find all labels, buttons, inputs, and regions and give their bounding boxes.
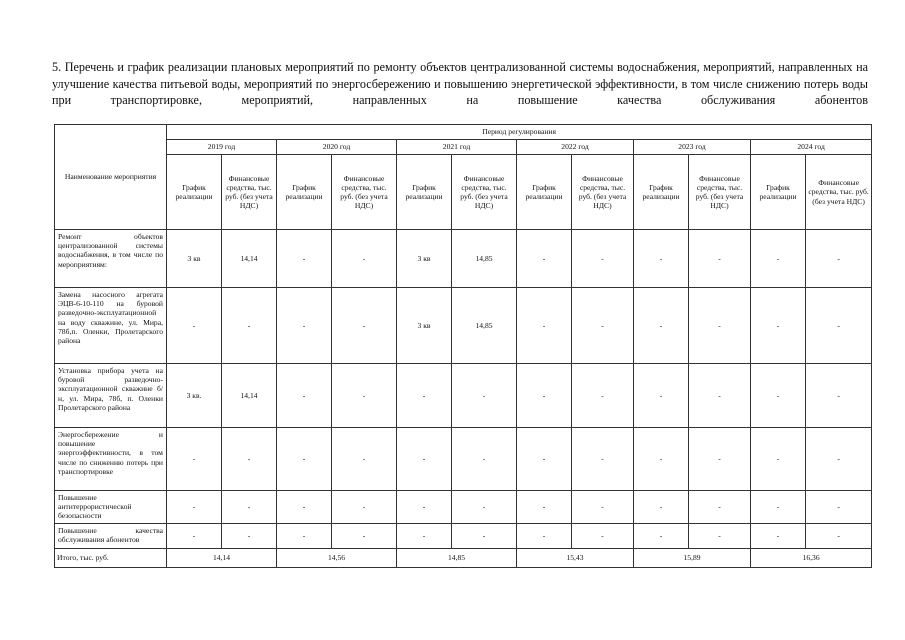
period-header-row — [55, 125, 872, 140]
funds-cell: - — [806, 491, 872, 524]
total-value: 14,85 — [397, 549, 517, 568]
activity-name-cell: Энергосбережение и повышение энергоэффективности, в том числе по снижению потерь при транспортировке — [55, 428, 167, 491]
funds-cell: - — [806, 230, 872, 288]
funds-cell: - — [806, 364, 872, 428]
schedule-cell: - — [634, 230, 689, 288]
activity-name-cell: Повышение антитеррористической безопасности — [55, 491, 167, 524]
schedule-cell: - — [634, 288, 689, 364]
schedule-cell: - — [277, 491, 332, 524]
funds-cell: - — [452, 364, 517, 428]
funds-cell: - — [332, 364, 397, 428]
schedule-cell: - — [634, 428, 689, 491]
funds-cell: - — [332, 230, 397, 288]
funds-cell: - — [572, 364, 634, 428]
schedule-subheader: График реализации — [397, 155, 452, 230]
total-value: 14,56 — [277, 549, 397, 568]
total-value: 14,14 — [167, 549, 277, 568]
funds-cell: - — [452, 524, 517, 549]
schedule-cell: - — [277, 230, 332, 288]
schedule-subheader: График реализации — [277, 155, 332, 230]
schedule-cell: 3 кв — [397, 288, 452, 364]
table-row — [55, 364, 872, 428]
funds-cell: - — [222, 288, 277, 364]
schedule-cell: - — [634, 364, 689, 428]
schedule-cell: - — [634, 491, 689, 524]
schedule-cell: - — [277, 524, 332, 549]
funds-subheader: Финансовые средства, тыс. руб. (без учета НДС) — [572, 155, 634, 230]
schedule-cell: - — [751, 364, 806, 428]
funds-subheader: Финансовые средства, тыс. руб. (без учета НДС) — [452, 155, 517, 230]
schedule-cell: 3 кв — [397, 230, 452, 288]
year-header: 2022 год — [517, 140, 634, 155]
schedule-cell: - — [751, 428, 806, 491]
total-label: Итого, тыс. руб. — [55, 549, 167, 568]
total-value: 16,36 — [751, 549, 872, 568]
funds-cell: - — [332, 524, 397, 549]
funds-subheader: Финансовые средства, тыс. руб. (без учета НДС) — [222, 155, 277, 230]
total-value: 15,89 — [634, 549, 751, 568]
funds-cell: - — [689, 428, 751, 491]
funds-cell: - — [572, 428, 634, 491]
schedule-cell: - — [167, 491, 222, 524]
section-heading: 5. Перечень и график реализации плановых мероприятий по ремонту объектов централизованной системы водоснабжения, мероприятий, направленных на улучшение качества питьевой воды, мероприятий по энергосбережению и повышению энергетической эффективности, в том числе снижению потерь воды при транспортировке, мероприятий, направленных на повышение качества обслуживания абонентов — [52, 60, 868, 107]
funds-cell: - — [689, 524, 751, 549]
period-header: Период регулирования — [167, 125, 872, 140]
schedule-subheader: График реализации — [634, 155, 689, 230]
funds-cell: - — [572, 288, 634, 364]
funds-cell: - — [806, 428, 872, 491]
name-column-header: Наименование мероприятия — [55, 125, 167, 230]
schedule-cell: - — [397, 491, 452, 524]
schedule-cell: - — [517, 364, 572, 428]
schedule-cell: - — [751, 230, 806, 288]
schedule-cell: - — [517, 491, 572, 524]
table-row — [55, 524, 872, 549]
total-value: 15,43 — [517, 549, 634, 568]
schedule-table — [54, 124, 872, 568]
schedule-cell: - — [751, 491, 806, 524]
schedule-cell: - — [517, 524, 572, 549]
schedule-cell: - — [167, 524, 222, 549]
funds-cell: - — [806, 288, 872, 364]
schedule-subheader: График реализации — [751, 155, 806, 230]
schedule-cell: - — [397, 524, 452, 549]
funds-cell: - — [222, 524, 277, 549]
funds-cell: - — [332, 428, 397, 491]
funds-cell: - — [452, 491, 517, 524]
activity-name-cell: Замена насосного агрегата ЭЦВ-6-10-110 на буровой разведочно-эксплуатационной на воду скважине, ул. Мира, 78б,п. Оленки, Пролетарского района — [55, 288, 167, 364]
activity-name-cell: Повышение качества обслуживания абонентов — [55, 524, 167, 549]
table-row — [55, 230, 872, 288]
schedule-cell: - — [517, 428, 572, 491]
activity-name-cell: Установка прибора учета на буровой разведочно-эксплуатационной скважине б/н, ул. Мира, 78б, п. Оленки Пролетарского района — [55, 364, 167, 428]
funds-cell: - — [806, 524, 872, 549]
schedule-cell: - — [397, 428, 452, 491]
year-header: 2024 год — [751, 140, 872, 155]
funds-cell: - — [222, 491, 277, 524]
funds-cell: - — [222, 428, 277, 491]
year-header: 2019 год — [167, 140, 277, 155]
funds-subheader: Финансовые средства, тыс. руб. (без учета НДС) — [806, 155, 872, 230]
schedule-cell: - — [167, 428, 222, 491]
funds-cell: - — [572, 491, 634, 524]
funds-cell: - — [689, 230, 751, 288]
funds-cell: - — [572, 524, 634, 549]
table-row — [55, 491, 872, 524]
activity-name-cell: Ремонт объектов централизованной системы водоснабжения, в том числе по мероприятиям: — [55, 230, 167, 288]
schedule-cell: - — [751, 288, 806, 364]
funds-cell: - — [689, 364, 751, 428]
funds-cell: - — [332, 288, 397, 364]
schedule-cell: - — [517, 230, 572, 288]
schedule-cell: - — [751, 524, 806, 549]
year-header: 2023 год — [634, 140, 751, 155]
schedule-cell: - — [397, 364, 452, 428]
total-row — [55, 549, 872, 568]
funds-cell: 14,14 — [222, 364, 277, 428]
schedule-cell: 3 кв. — [167, 364, 222, 428]
funds-cell: - — [452, 428, 517, 491]
funds-cell: 14,85 — [452, 288, 517, 364]
funds-cell: - — [332, 491, 397, 524]
schedule-cell: - — [634, 524, 689, 549]
funds-cell: 14,85 — [452, 230, 517, 288]
funds-subheader: Финансовые средства, тыс. руб. (без учета НДС) — [689, 155, 751, 230]
schedule-cell: - — [167, 288, 222, 364]
table-row — [55, 428, 872, 491]
schedule-subheader: График реализации — [517, 155, 572, 230]
schedule-cell: 3 кв — [167, 230, 222, 288]
schedule-cell: - — [277, 288, 332, 364]
funds-subheader: Финансовые средства, тыс. руб. (без учета НДС) — [332, 155, 397, 230]
subheader-row — [55, 155, 872, 230]
schedule-cell: - — [517, 288, 572, 364]
funds-cell: 14,14 — [222, 230, 277, 288]
year-header: 2021 год — [397, 140, 517, 155]
funds-cell: - — [689, 491, 751, 524]
table-row — [55, 288, 872, 364]
year-header: 2020 год — [277, 140, 397, 155]
funds-cell: - — [572, 230, 634, 288]
schedule-cell: - — [277, 364, 332, 428]
schedule-subheader: График реализации — [167, 155, 222, 230]
years-header-row — [55, 140, 872, 155]
funds-cell: - — [689, 288, 751, 364]
schedule-cell: - — [277, 428, 332, 491]
